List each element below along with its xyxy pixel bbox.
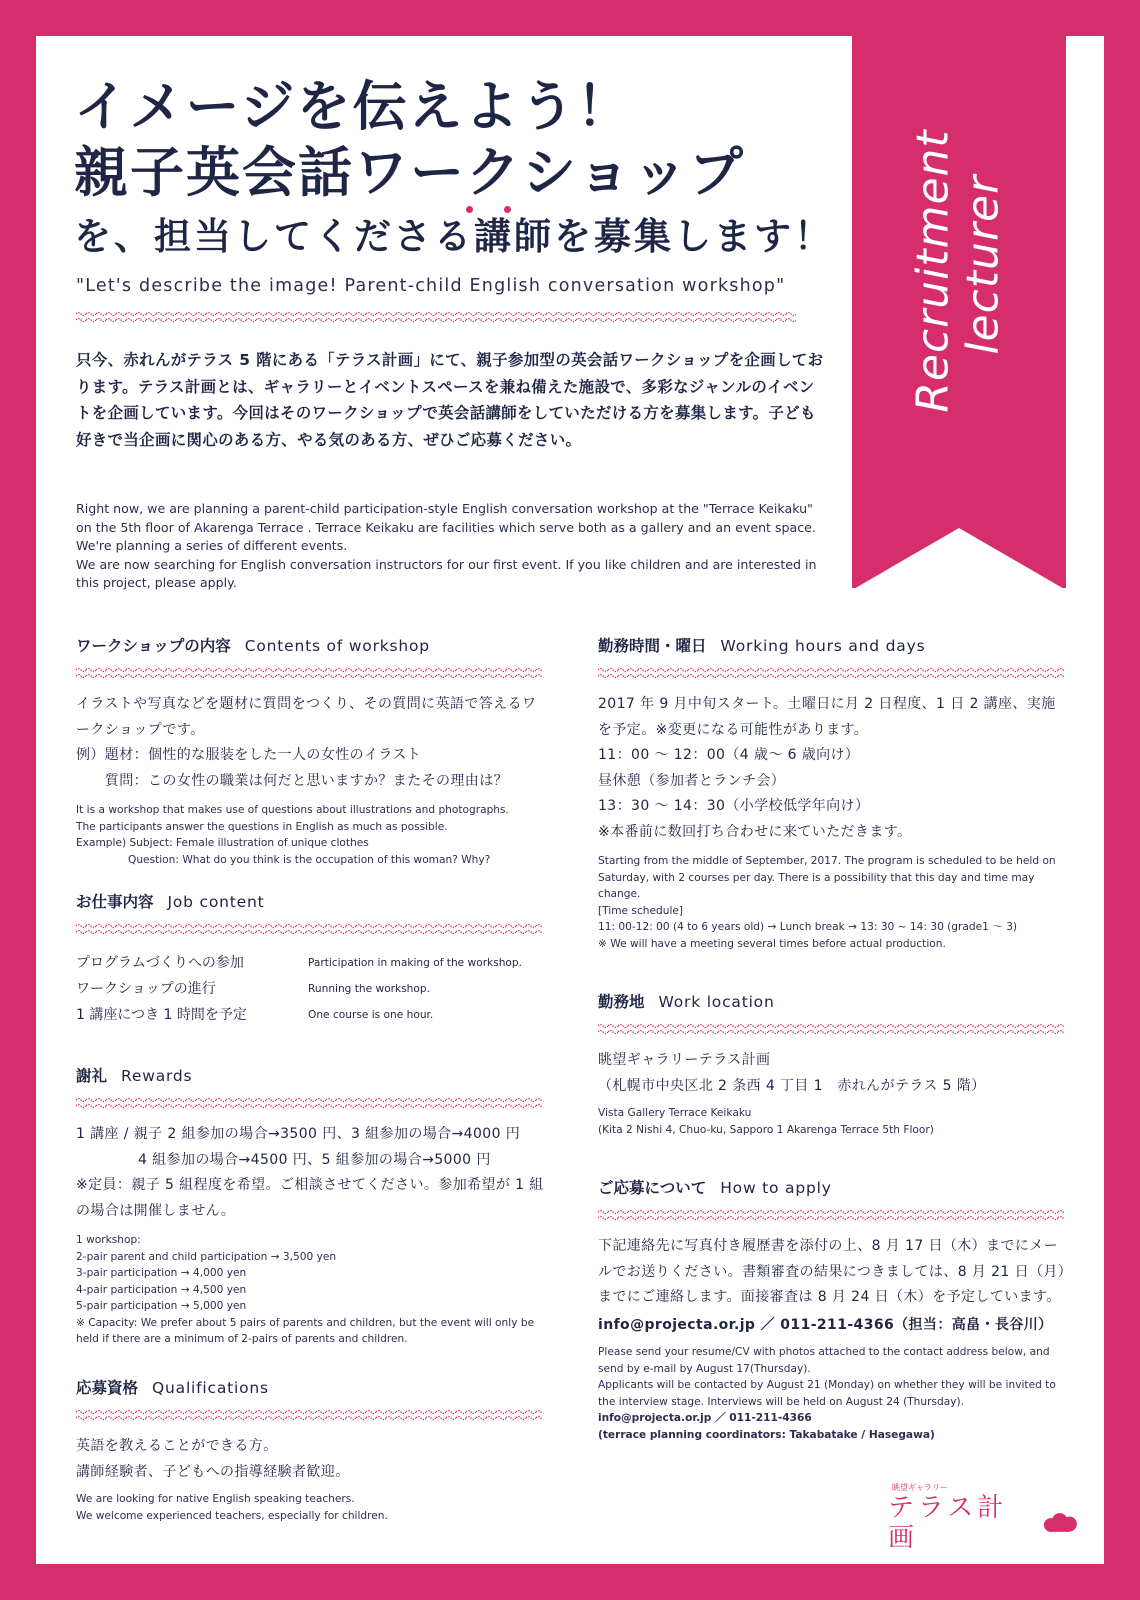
hours-en-2: [Time schedule] (598, 904, 684, 917)
apply-jp: 下記連絡先に写真付き履歴書を添付の上、8 月 17 日（木）までにメールでお送りください。書類審査の結果につきましては、8 月 21 日（月）までにご連絡します。面接審査は 8 月 24 日（木）を予定しています。 (598, 1238, 1066, 1305)
hours-jp-4: 13：30 ～ 14：30（小学校低学年向け） (598, 798, 870, 814)
contents-en-3: Example) Subject: Female illustration of unique clothes (76, 837, 369, 849)
title-line-1: イメージを伝えよう！ (74, 75, 633, 138)
intro-english-para-1: Right now, we are planning a parent-child participation-style English conversation workshop at the "Terrace Keikaku" on the 5th floor of Akarenga Terrace . Terrace Keikaku are facilities which serve both as a gallery and an event space. We're planning a series of different events. (76, 501, 816, 553)
hours-en-1: Starting from the middle of September, 2017. The program is scheduled to be held on Saturday, with 2 courses per day. There is a possibility that this day and time may change. (598, 855, 1056, 900)
job-row: 1 講座につき 1 時間を予定 One course is one hour. (76, 1007, 434, 1023)
ribbon-line-2: lecturer (958, 174, 1010, 355)
section-location (598, 990, 1066, 1138)
section-rewards (76, 1064, 546, 1348)
title-line-3-text: を、担当してくださる講師を募集します！ (74, 215, 834, 258)
section-heading: ワークショップの内容 Contents of workshop (76, 637, 430, 655)
wavy-divider (76, 1096, 542, 1110)
section-contents (76, 634, 546, 868)
rewards-jp-2: 4 組参加の場合→4500 円、5 組参加の場合→5000 円 (138, 1151, 491, 1168)
section-heading: お仕事内容 Job content (76, 893, 265, 911)
contents-jp-1: イラストや写真などを題材に質問をつくり、その質問に英語で答えるワークショップです。 (76, 696, 537, 738)
wavy-divider (598, 1022, 1064, 1036)
rewards-jp-1: 1 講座 / 親子 2 組参加の場合→3500 円、3 組参加の場合→4000 円 (76, 1126, 521, 1142)
page-title (74, 74, 834, 262)
emphasis-dot (466, 206, 473, 213)
apply-en-1: Please send your resume/CV with photos attached to the contact address below, and send by e-mail by August 17(Thursday). (598, 1346, 1050, 1375)
title-line-3 (74, 212, 834, 262)
hours-en-3: 11: 00-12: 00 (4 to 6 years old) → Lunch break → 13: 30 ~ 14: 30 (grade1 〜 3) (598, 921, 1018, 933)
section-heading: 勤務時間・曜日 Working hours and days (598, 637, 926, 655)
location-jp-2: （札幌市中央区北 2 条西 4 丁目 1 赤れんがテラス 5 階） (598, 1077, 986, 1094)
apply-en-contact-1: info@projecta.or.jp ／ 011-211-4366 (598, 1412, 812, 1424)
hours-jp-3: 昼休憩（参加者とランチ会） (598, 772, 786, 789)
job-row: ワークショップの進行 Running the workshop. (76, 981, 430, 997)
section-heading: 応募資格 Qualifications (76, 1379, 269, 1397)
section-hours (598, 634, 1066, 952)
rewards-en-3: 3-pair participation → 4,000 yen (76, 1267, 247, 1279)
wavy-divider (76, 666, 542, 680)
rewards-jp-3: ※定員：親子 5 組程度を希望。ご相談させてください。参加希望が 1 組の場合は開催しません。 (76, 1177, 544, 1219)
contents-en-1: It is a workshop that makes use of questions about illustrations and photographs. (76, 804, 509, 816)
emphasis-dot (504, 206, 511, 213)
section-heading: 謝礼 Rewards (76, 1067, 193, 1085)
rewards-en-6: ※ Capacity: We prefer about 5 pairs of parents and children, but the event will only be held if there are a minimum of 2-pairs of parents and children. (76, 1316, 535, 1345)
hours-en-4: ※ We will have a meeting several times before actual production. (598, 937, 946, 950)
title-line-2: 親子英会話ワークショップ (74, 141, 745, 204)
rewards-en-2: 2-pair parent and child participation → 3,500 yen (76, 1250, 337, 1263)
ribbon-notch (852, 528, 1066, 590)
apply-en-2: Applicants will be contacted by August 21 (Monday) on whether they will be invited to the interview stage. Interviews will be held on August 24 (Thursday). (598, 1379, 1056, 1408)
intro-japanese: 只今、赤れんがテラス 5 階にある「テラス計画」にて、親子参加型の英会話ワークショップを企画しております。テラス計画とは、ギャラリーとイベントスペースを兼ね備えた施設で、多彩なジャンルのイベントを企画しています。今回はそのワークショップで英会話講師をしていただける方を募集します。子ども好きで当企画に関心のある方、やる気のある方、ぜひご応募ください。 (76, 351, 824, 449)
intro-english (76, 500, 826, 593)
rewards-en-5: 5-pair participation → 5,000 yen (76, 1300, 247, 1312)
wavy-divider (598, 666, 1064, 680)
contents-jp-3: 質問：この女性の職業は何だと思いますか？またその理由は？ (76, 772, 508, 789)
apply-contact: info@projecta.or.jp ／ 011-211-4366（担当：高畠・長谷川） (598, 1316, 1053, 1333)
section-job (76, 890, 546, 1028)
contents-jp-2: 例）題材：個性的な服装をした一人の女性のイラスト (76, 747, 422, 763)
logo-subtitle: 眺望ギャラリー (892, 1483, 948, 1492)
hours-jp-2: 11：00 ～ 12：00（4 歳～ 6 歳向け） (598, 747, 860, 763)
location-jp-1: 眺望ギャラリーテラス計画 (598, 1052, 771, 1068)
wavy-divider (76, 922, 542, 936)
contents-en-4: Question: What do you think is the occupation of this woman? Why? (128, 853, 491, 866)
qual-en-1: We are looking for native English speaking teachers. (76, 1493, 355, 1505)
intro-english-para-2: We are now searching for English conversation instructors for our first event. If you like children and are interested in this project, please apply. (76, 556, 817, 590)
wavy-divider (598, 1208, 1064, 1222)
rewards-en-4: 4-pair participation → 4,500 yen (76, 1283, 247, 1296)
cloud-icon (1043, 1512, 1078, 1534)
wavy-divider (76, 310, 796, 324)
section-apply (598, 1176, 1066, 1443)
qual-en-2: We welcome experienced teachers, especially for children. (76, 1509, 388, 1522)
qual-jp-1: 英語を教えることができる方。 (76, 1438, 278, 1454)
logo-text: テラス計画 (888, 1493, 1008, 1553)
rewards-en-1: 1 workshop: (76, 1234, 141, 1246)
section-heading: ご応募について How to apply (598, 1179, 832, 1197)
qual-jp-2: 講師経験者、子どもへの指導経験者歓迎。 (76, 1463, 350, 1480)
contents-en-2: The participants answer the questions in English as much as possible. (76, 820, 448, 833)
location-en-2: (Kita 2 Nishi 4, Chuo-ku, Sapporo 1 Akarenga Terrace 5th Floor) (598, 1123, 934, 1136)
wavy-divider (76, 1408, 542, 1422)
hours-jp-5: ※本番前に数回打ち合わせに来ていただきます。 (598, 823, 912, 840)
hours-jp-1: 2017 年 9 月中旬スタート。土曜日に月 2 日程度、1 日 2 講座、実施を予定。※変更になる可能性があります。 (598, 696, 1056, 738)
ribbon-line-1: Recruitment (908, 129, 960, 413)
section-qualifications (76, 1376, 546, 1524)
job-row: プログラムづくりへの参加 Participation in making of the workshop. (76, 955, 522, 971)
section-heading: 勤務地 Work location (598, 993, 775, 1011)
terrace-keikaku-logo (888, 1482, 1078, 1553)
location-en-1: Vista Gallery Terrace Keikaku (598, 1107, 752, 1119)
apply-en-contact-2: (terrace planning coordinators: Takabatake / Hasegawa) (598, 1428, 935, 1441)
english-subtitle: "Let's describe the image! Parent-child English conversation workshop" (76, 276, 786, 296)
ribbon-label (852, 36, 1066, 506)
